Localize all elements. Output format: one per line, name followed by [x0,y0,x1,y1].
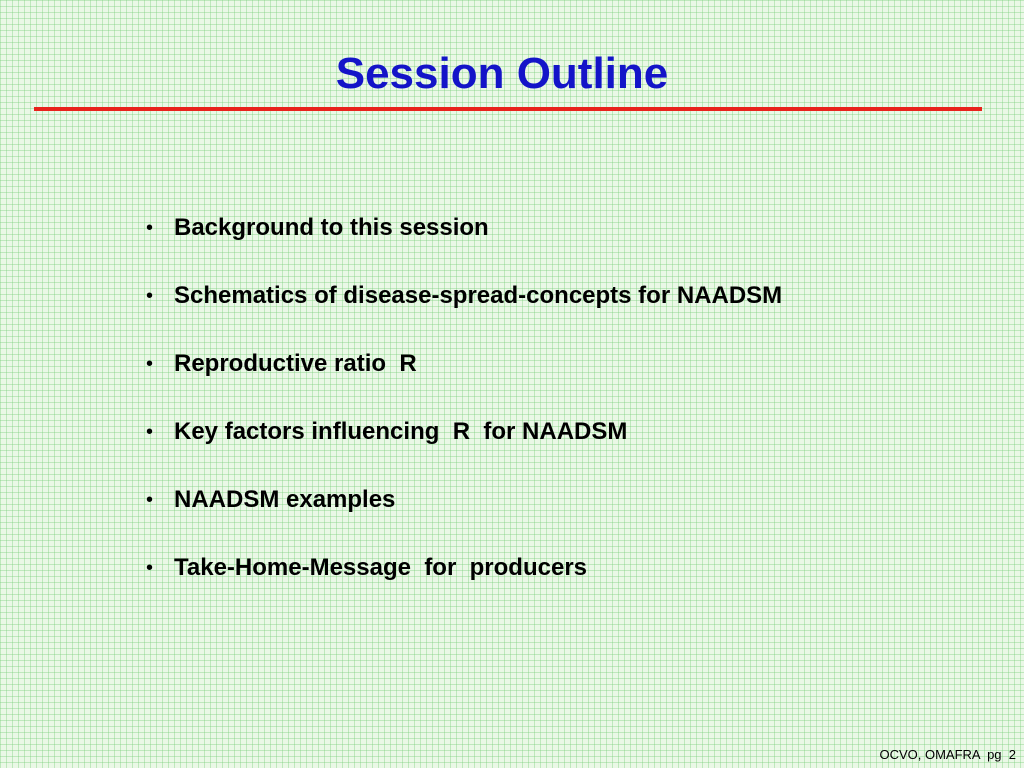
bullet-text: Reproductive ratio R [174,350,417,377]
bullet-text: Schematics of disease-spread-concepts for NAADSM [174,282,783,309]
slide-footer: OCVO, OMAFRA pg 2 [879,747,1016,762]
bullet-dot-icon: • [146,421,154,443]
bullet-dot-icon: • [146,217,154,239]
title-divider [34,107,982,111]
bullet-text: Take-Home-Message for producers [174,554,588,581]
bullet-dot-icon: • [146,557,154,579]
bullet-text: Background to this session [174,214,489,241]
slide-title: Session Outline [335,49,669,98]
bullet-dot-icon: • [146,285,154,307]
bullet-dot-icon: • [146,489,154,511]
bullet-text: Key factors influencing R for NAADSM [174,418,628,445]
bullet-text: NAADSM examples [174,486,396,513]
bullet-dot-icon: • [146,353,154,375]
